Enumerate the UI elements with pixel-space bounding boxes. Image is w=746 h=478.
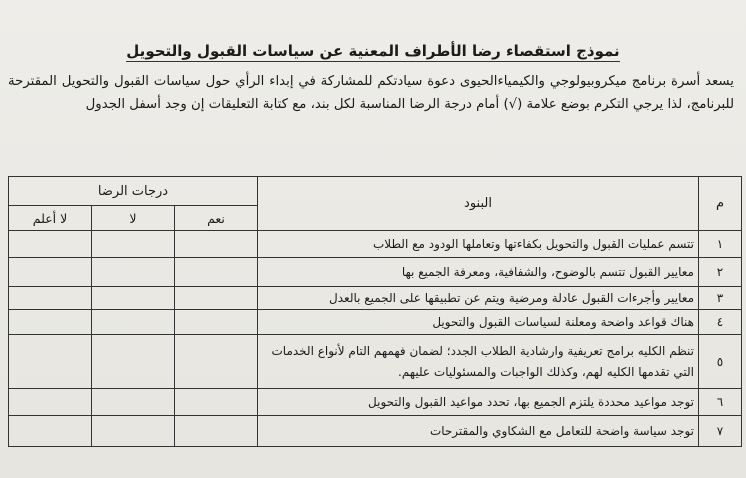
row-number: ٧ (699, 416, 742, 447)
row-item-text: هناك قواعد واضحة ومعلنة لسياسات القبول والتحويل (258, 310, 699, 335)
no-check-cell[interactable] (92, 416, 175, 447)
dont-know-check-cell[interactable] (9, 310, 92, 335)
no-check-cell[interactable] (92, 389, 175, 416)
row-number: ٣ (699, 287, 742, 310)
no-check-cell[interactable] (92, 231, 175, 258)
intro-paragraph: يسعد أسرة برنامج ميكروبيولوجي والكيمياءالحيوى دعوة سيادتكم للمشاركة في إبداء الرأي حول سياسات القبول والتحويل المقترحة للبرنامج، لذا يرجي التكرم بوضع علامة (√) أمام درجة الرضا المناسبة لكل بند، مع كتابة التعليقات إن وجد أسفل الجدول (8, 74, 734, 112)
table-row (9, 310, 742, 335)
satisfaction-degrees-header: درجات الرضا (9, 177, 258, 206)
row-item-text: توجد مواعيد محددة يلتزم الجميع بها، تحدد مواعيد القبول والتحويل (258, 389, 699, 416)
row-item-text: توجد سياسة واضحة للتعامل مع الشكاوي والمقترحات (258, 416, 699, 447)
yes-check-cell[interactable] (175, 335, 258, 389)
row-item-text: تنظم الكليه برامج تعريفية وارشادية الطلاب الجدد؛ لضمان فهمهم التام لأنواع الخدمات التي تقدمها الكليه لهم، وكذلك الواجبات والمسئوليات عليهم. (258, 335, 699, 389)
table-row (9, 287, 742, 310)
row-item-text: تتسم عمليات القبول والتحويل بكفاءتها وتعاملها الودود مع الطلاب (258, 231, 699, 258)
no-check-cell[interactable] (92, 335, 175, 389)
row-number: ٢ (699, 258, 742, 287)
dont-know-check-cell[interactable] (9, 416, 92, 447)
survey-table (8, 176, 742, 447)
option-no-header: لا (92, 206, 175, 231)
items-column-header: البنود (258, 177, 699, 231)
table-row (9, 389, 742, 416)
dont-know-check-cell[interactable] (9, 258, 92, 287)
yes-check-cell[interactable] (175, 287, 258, 310)
dont-know-check-cell[interactable] (9, 389, 92, 416)
table-row (9, 416, 742, 447)
row-item-text: معايير وأجرءات القبول عادلة ومرضية ويتم عن تطبيقها على الجميع بالعدل (258, 287, 699, 310)
table-row (9, 231, 742, 258)
yes-check-cell[interactable] (175, 416, 258, 447)
row-item-text: معايير القبول تتسم بالوضوح، والشفافية، ومعرفة الجميع بها (258, 258, 699, 287)
dont-know-check-cell[interactable] (9, 335, 92, 389)
yes-check-cell[interactable] (175, 310, 258, 335)
dont-know-check-cell[interactable] (9, 231, 92, 258)
row-number: ٤ (699, 310, 742, 335)
table-row (9, 258, 742, 287)
option-dont-know-header: لا أعلم (9, 206, 92, 231)
yes-check-cell[interactable] (175, 231, 258, 258)
no-check-cell[interactable] (92, 258, 175, 287)
dont-know-check-cell[interactable] (9, 287, 92, 310)
form-title (0, 42, 746, 60)
form-title-text: نموذج استقصاء رضا الأطراف المعنية عن سياسات القبول والتحويل (126, 42, 620, 60)
number-column-header: م (699, 177, 742, 231)
no-check-cell[interactable] (92, 287, 175, 310)
yes-check-cell[interactable] (175, 389, 258, 416)
yes-check-cell[interactable] (175, 258, 258, 287)
option-yes-header: نعم (175, 206, 258, 231)
table-row (9, 335, 742, 389)
no-check-cell[interactable] (92, 310, 175, 335)
row-number: ٥ (699, 335, 742, 389)
row-number: ٦ (699, 389, 742, 416)
row-number: ١ (699, 231, 742, 258)
